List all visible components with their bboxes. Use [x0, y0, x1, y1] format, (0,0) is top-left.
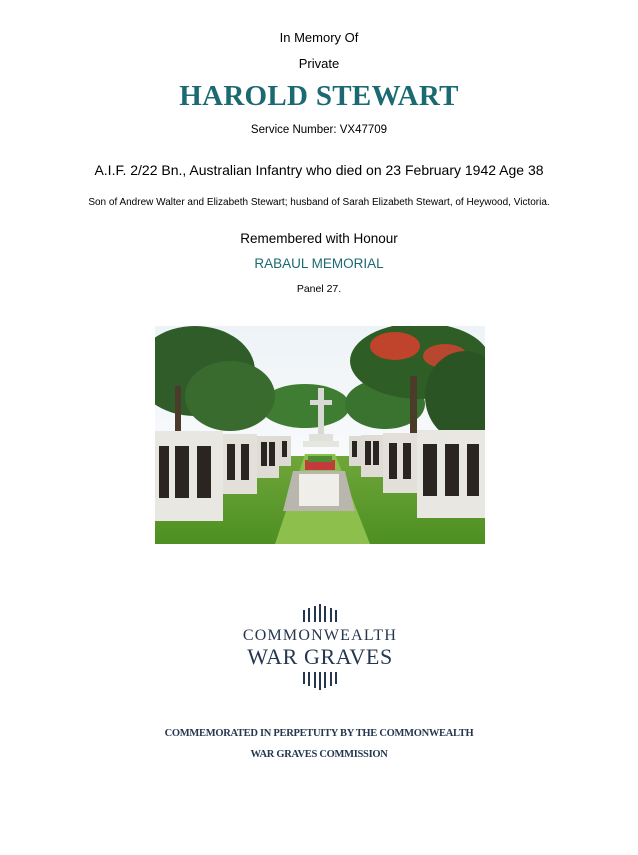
service-number: Service Number: VX47709	[250, 124, 388, 136]
remembered-text: Remembered with Honour	[240, 231, 398, 246]
panel-text: Panel 27.	[296, 283, 342, 295]
commemoration-line-2: WAR GRAVES COMMISSION	[250, 749, 388, 760]
logo-bottom-bars-icon	[303, 672, 337, 690]
memorial-name: RABAUL MEMORIAL	[254, 256, 384, 271]
memorial-photo	[155, 326, 485, 544]
logo-text-war-graves: WAR GRAVES	[247, 644, 393, 669]
family-text: Son of Andrew Walter and Elizabeth Stewart; husband of Sarah Elizabeth Stewart, of Heywood, Victoria.	[88, 197, 550, 208]
logo-top-bars-icon	[303, 604, 337, 622]
commemoration-line-1: COMMEMORATED IN PERPETUITY BY THE COMMONWEALTH	[164, 728, 474, 739]
cwgc-logo	[230, 604, 410, 694]
soldier-name: HAROLD STEWART	[179, 80, 459, 112]
in-memory-of-text: In Memory Of	[279, 30, 359, 45]
rank-text: Private	[298, 56, 340, 71]
unit-and-death-text: A.I.F. 2/22 Bn., Australian Infantry who died on 23 February 1942 Age 38	[94, 162, 544, 178]
logo-text-commonwealth: COMMONWEALTH	[242, 627, 398, 644]
